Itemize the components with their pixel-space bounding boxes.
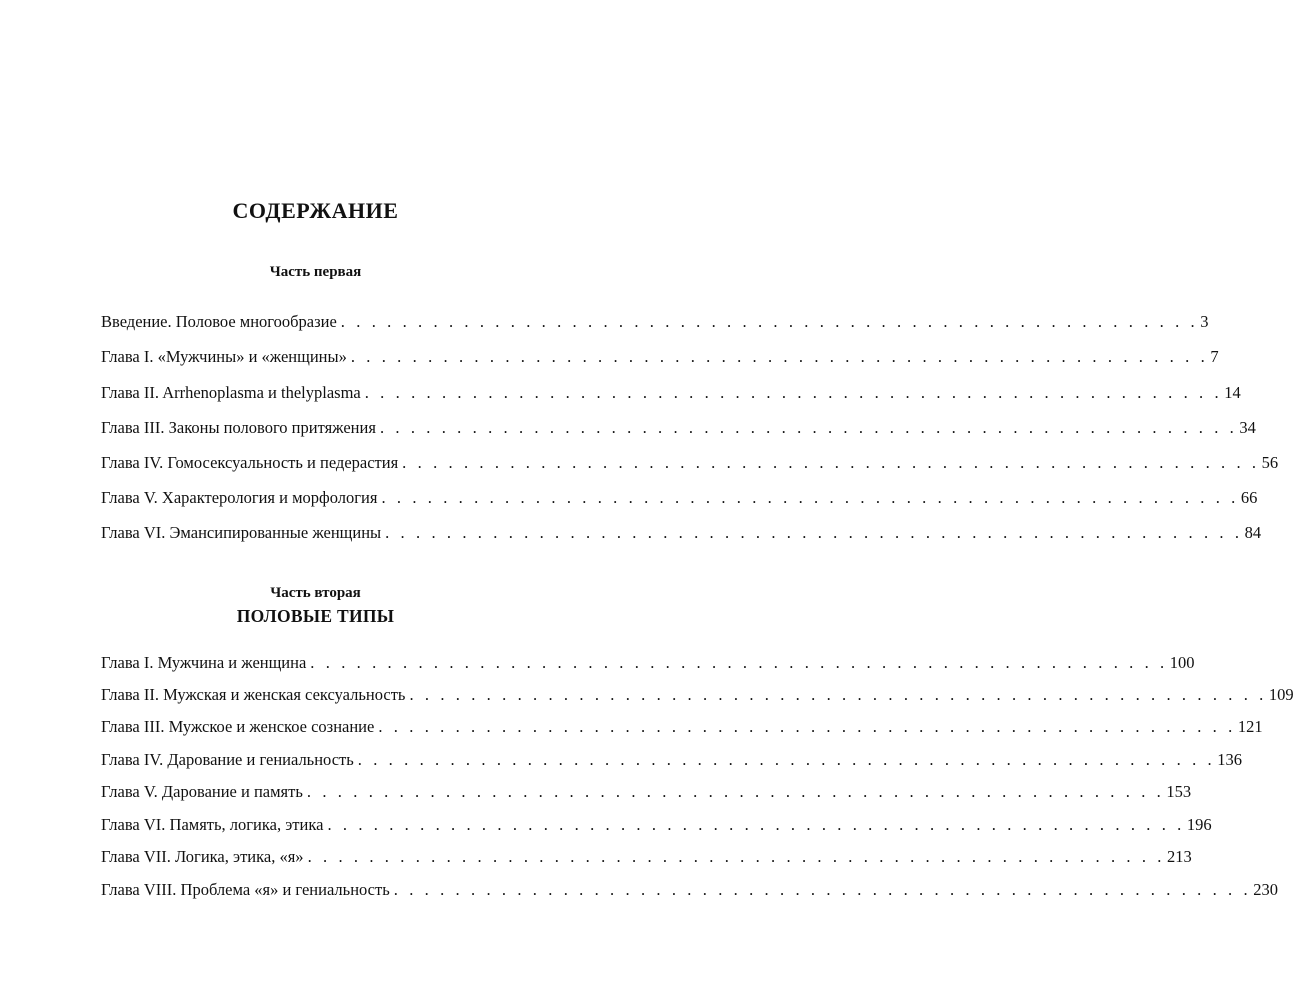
page-title: СОДЕРЖАНИЕ bbox=[232, 198, 399, 223]
toc-entry-page: 121 bbox=[1237, 717, 1263, 736]
toc-entry-page: 34 bbox=[1239, 418, 1256, 437]
toc-entry-title: Глава IV. Гомосексуальность и педерастия bbox=[101, 453, 399, 472]
toc-entry-title: Введение. Половое многообразие bbox=[101, 312, 337, 331]
toc-entry-title: Глава VII. Логика, этика, «я» bbox=[101, 847, 304, 866]
part-one-heading: Часть первая bbox=[269, 264, 362, 280]
toc-entry-page: 109 bbox=[1268, 685, 1294, 704]
toc-entry-page: 56 bbox=[1261, 453, 1279, 472]
leader-dots: . . . . . . . . . . . . . . . . . . . . . . . . . . . . . . . . . . . . . . . . . . . . . . . . . . . . . . . . bbox=[364, 383, 1223, 402]
leader-dots: . . . . . . . . . . . . . . . . . . . . . . . . . . . . . . . . . . . . . . . . . . . . . . . . . . . . . . . . bbox=[379, 418, 1238, 437]
leader-dots: . . . . . . . . . . . . . . . . . . . . . . . . . . . . . . . . . . . . . . . . . . . . . . . . . . . . . . . . bbox=[393, 880, 1252, 899]
toc-entry-title: Глава II. Мужская и женская сексуальность bbox=[101, 685, 406, 704]
toc-entry-page: 100 bbox=[1169, 653, 1195, 672]
toc-entry-title: Глава VI. Эмансипированные женщины bbox=[101, 523, 382, 542]
leader-dots: . . . . . . . . . . . . . . . . . . . . . . . . . . . . . . . . . . . . . . . . . . . . . . . . . . . . . . . . bbox=[327, 815, 1185, 834]
toc-entry-title: Глава III. Законы полового притяжения bbox=[101, 418, 376, 437]
toc-entry-page: 136 bbox=[1217, 750, 1242, 769]
toc-entry-page: 7 bbox=[1210, 347, 1219, 366]
toc-entry-page: 230 bbox=[1253, 880, 1278, 899]
toc-entry-title: Глава V. Характерология и морфология bbox=[101, 488, 378, 507]
leader-dots: . . . . . . . . . . . . . . . . . . . . . . . . . . . . . . . . . . . . . . . . . . . . . . . . . . . . . . . . bbox=[306, 782, 1165, 801]
leader-dots: . . . . . . . . . . . . . . . . . . . . . . . . . . . . . . . . . . . . . . . . . . . . . . . . . . . . . . . . bbox=[310, 653, 1168, 672]
toc-entry-page: 153 bbox=[1166, 782, 1192, 801]
toc-entry-title: Глава IV. Дарование и гениальность bbox=[101, 750, 354, 769]
toc-entry-title: Глава I. «Мужчины» и «женщины» bbox=[101, 347, 347, 366]
toc-entry-page: 66 bbox=[1240, 488, 1258, 507]
toc-entry-title: Глава I. Мужчина и женщина bbox=[101, 653, 307, 672]
toc-entry-page: 196 bbox=[1186, 815, 1212, 834]
leader-dots: . . . . . . . . . . . . . . . . . . . . . . . . . . . . . . . . . . . . . . . . . . . . . . . . . . . . . . . . bbox=[409, 685, 1267, 704]
leader-dots: . . . . . . . . . . . . . . . . . . . . . . . . . . . . . . . . . . . . . . . . . . . . . . . . . . . . . . . . bbox=[385, 523, 1243, 542]
leader-dots: . . . . . . . . . . . . . . . . . . . . . . . . . . . . . . . . . . . . . . . . . . . . . . . . . . . . . . . . bbox=[340, 312, 1199, 331]
toc-entry-title: Глава VI. Память, логика, этика bbox=[101, 815, 324, 834]
leader-dots: . . . . . . . . . . . . . . . . . . . . . . . . . . . . . . . . . . . . . . . . . . . . . . . . . . . . . . . . bbox=[381, 488, 1239, 507]
toc-entry-title: Глава III. Мужское и женское сознание bbox=[101, 717, 375, 736]
part-two-heading: Часть вторая bbox=[270, 585, 361, 601]
leader-dots: . . . . . . . . . . . . . . . . . . . . . . . . . . . . . . . . . . . . . . . . . . . . . . . . . . . . . . . . bbox=[350, 347, 1209, 366]
toc-entry-page: 14 bbox=[1224, 383, 1241, 402]
toc-entry-page: 213 bbox=[1167, 847, 1192, 866]
leader-dots: . . . . . . . . . . . . . . . . . . . . . . . . . . . . . . . . . . . . . . . . . . . . . . . . . . . . . . . . bbox=[402, 453, 1260, 472]
leader-dots: . . . . . . . . . . . . . . . . . . . . . . . . . . . . . . . . . . . . . . . . . . . . . . . . . . . . . . . . bbox=[378, 717, 1236, 736]
leader-dots: . . . . . . . . . . . . . . . . . . . . . . . . . . . . . . . . . . . . . . . . . . . . . . . . . . . . . . . . bbox=[357, 750, 1216, 769]
toc-entry-title: Глава II. Arrhenoplasma и thelyplasma bbox=[101, 383, 361, 402]
toc-entry-page: 3 bbox=[1200, 312, 1209, 331]
part-two-subtitle: ПОЛОВЫЕ ТИПЫ bbox=[236, 606, 395, 626]
toc-entry-title: Глава V. Дарование и память bbox=[101, 782, 303, 801]
toc-entry-title: Глава VIII. Проблема «я» и гениальность bbox=[101, 880, 390, 899]
toc-entry-page: 84 bbox=[1244, 523, 1262, 542]
leader-dots: . . . . . . . . . . . . . . . . . . . . . . . . . . . . . . . . . . . . . . . . . . . . . . . . . . . . . . . . bbox=[307, 847, 1166, 866]
